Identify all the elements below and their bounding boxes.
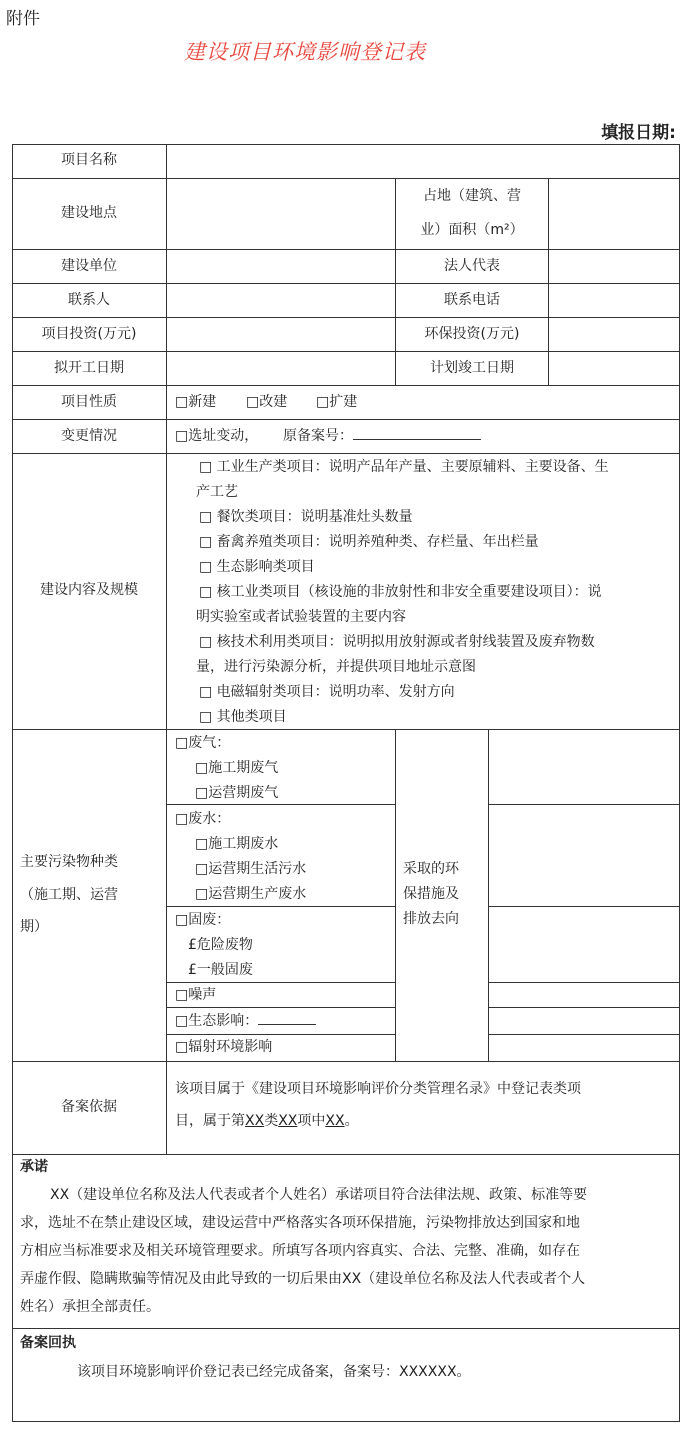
checkbox-waste-water[interactable]: □废水： bbox=[175, 811, 231, 827]
label-unit: 建设单位 bbox=[61, 258, 117, 274]
label-project-name: 项目名称 bbox=[61, 152, 117, 168]
basis-text-line2: 目，属于第XX类XX项中XX。 bbox=[175, 1113, 359, 1129]
checkbox-new[interactable]: □新建 bbox=[175, 394, 217, 410]
content-item: 产工艺 bbox=[196, 484, 238, 500]
label-basis: 备案依据 bbox=[61, 1099, 117, 1115]
label-measures-line3: 排放去向 bbox=[403, 911, 459, 927]
checkbox-radiation[interactable]: □辐射环境影响 bbox=[175, 1039, 273, 1055]
checkbox-site-change[interactable]: □选址变动， bbox=[175, 428, 259, 444]
promise-label: 承诺 bbox=[20, 1159, 48, 1175]
checkbox-waste-gas[interactable]: □废气： bbox=[175, 735, 231, 751]
label-investment: 项目投资(万元) bbox=[41, 326, 137, 342]
label-start-date: 拟开工日期 bbox=[54, 360, 124, 376]
fill-date-label: 填报日期: bbox=[601, 123, 676, 143]
promise-line: XX（建设单位名称及法人代表或者个人姓名）承诺项目符合法律法规、政策、标准等要 bbox=[50, 1187, 588, 1203]
label-env-investment: 环保投资(万元) bbox=[424, 326, 520, 342]
label-original-record: 原备案号： bbox=[283, 424, 481, 449]
form-title: 建设项目环境影响登记表 bbox=[184, 40, 426, 64]
promise-line: 方相应当标准要求及相关环境管理要求。所填写各项内容真实、合法、完整、准确，如存在 bbox=[20, 1243, 580, 1259]
label-change: 变更情况 bbox=[61, 428, 117, 444]
receipt-text: 该项目环境影响评价登记表已经完成备案，备案号：XXXXXX。 bbox=[77, 1364, 471, 1380]
checkbox-hazardous-waste[interactable]: £危险废物 bbox=[188, 937, 253, 953]
checkbox-gas-construction[interactable]: □施工期废气 bbox=[195, 760, 279, 776]
checkbox-water-domestic[interactable]: □运营期生活污水 bbox=[195, 861, 307, 877]
content-item[interactable]: □ 畜禽养殖类项目：说明养殖种类、存栏量、年出栏量 bbox=[199, 534, 539, 550]
promise-line: 姓名）承担全部责任。 bbox=[20, 1299, 160, 1315]
checkbox-eco-impact[interactable]: □生态影响： bbox=[175, 1009, 316, 1034]
content-item[interactable]: □ 餐饮类项目：说明基准灶头数量 bbox=[199, 509, 413, 525]
checkbox-gas-operation[interactable]: □运营期废气 bbox=[195, 785, 279, 801]
content-item[interactable]: □ 核工业类项目（核设施的非放射性和非安全重要建设项目）：说 bbox=[199, 584, 602, 600]
content-item: 明实验室或者试验装置的主要内容 bbox=[196, 609, 406, 625]
content-item[interactable]: □ 生态影响类项目 bbox=[199, 559, 315, 575]
content-item[interactable]: □ 核技术利用类项目：说明拟用放射源或者射线装置及废弃物数 bbox=[199, 634, 595, 650]
eco-impact-blank[interactable] bbox=[258, 1010, 316, 1025]
checkbox-solid-waste[interactable]: □固废： bbox=[175, 912, 231, 928]
content-item: 量，进行污染源分析，并提供项目地址示意图 bbox=[196, 659, 476, 675]
label-area-line1: 占地（建筑、营 bbox=[423, 188, 521, 204]
checkbox-water-production[interactable]: □运营期生产废水 bbox=[195, 886, 307, 902]
label-location: 建设地点 bbox=[61, 205, 117, 221]
label-pollutants-line3: 期） bbox=[20, 919, 48, 935]
label-end-date: 计划竣工日期 bbox=[430, 360, 514, 376]
label-phone: 联系电话 bbox=[444, 292, 500, 308]
label-content: 建设内容及规模 bbox=[40, 582, 138, 598]
label-measures-line2: 保措施及 bbox=[403, 886, 459, 902]
label-legal-rep: 法人代表 bbox=[444, 258, 500, 274]
label-pollutants-line2: （施工期、运营 bbox=[20, 887, 118, 903]
label-pollutants-line1: 主要污染物种类 bbox=[20, 854, 118, 870]
receipt-label: 备案回执 bbox=[20, 1335, 76, 1351]
checkbox-noise[interactable]: □噪声 bbox=[175, 987, 217, 1003]
label-contact: 联系人 bbox=[68, 292, 110, 308]
promise-line: 弄虚作假、隐瞒欺骗等情况及由此导致的一切后果由XX（建设单位名称及法人代表或者个人 bbox=[20, 1271, 586, 1287]
checkbox-water-construction[interactable]: □施工期废水 bbox=[195, 836, 279, 852]
checkbox-general-solid[interactable]: £一般固废 bbox=[188, 962, 253, 978]
checkbox-rebuild[interactable]: □改建 bbox=[246, 394, 288, 410]
attachment-label: 附件 bbox=[6, 9, 40, 29]
promise-line: 求，选址不在禁止建设区域，建设运营中严格落实各项环保措施，污染物排放达到国家和地 bbox=[20, 1215, 580, 1231]
label-nature: 项目性质 bbox=[61, 394, 117, 410]
label-measures-line1: 采取的环 bbox=[403, 861, 459, 877]
content-item[interactable]: □ 电磁辐射类项目：说明功率、发射方向 bbox=[199, 684, 455, 700]
basis-text-line1: 该项目属于《建设项目环境影响评价分类管理名录》中登记表类项 bbox=[175, 1081, 581, 1097]
content-item[interactable]: □ 其他类项目 bbox=[199, 709, 287, 725]
original-record-blank[interactable] bbox=[353, 425, 481, 440]
checkbox-expand[interactable]: □扩建 bbox=[316, 394, 358, 410]
content-item[interactable]: □ 工业生产类项目：说明产品年产量、主要原辅料、主要设备、生 bbox=[199, 459, 609, 475]
label-area-line2: 业）面积（m²） bbox=[420, 222, 524, 238]
